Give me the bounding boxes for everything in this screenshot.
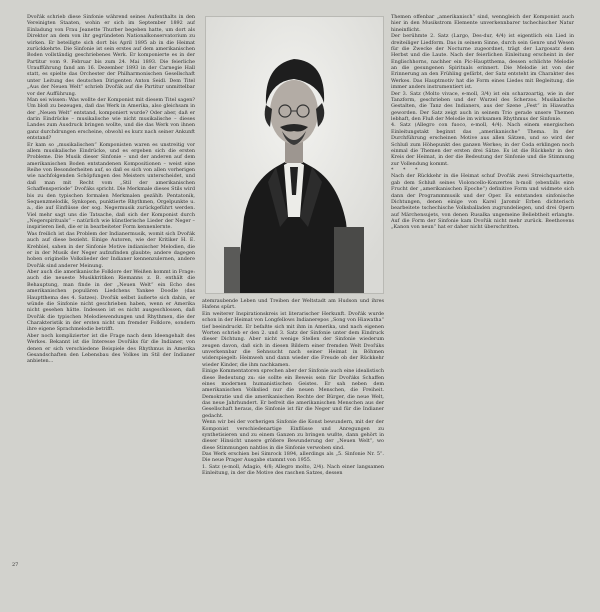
section-divider: * * * [391,167,422,173]
paragraph: Aber auch die amerikanische Folklore der Weißen kommt in Frage: auch die neueste Musikkritiken Riemanns z. B. enthält die Behauptung, man finde in der „Neuen Welt“ ein Echo des amerikanischen populären Liedchens Yankee Doodle (das Hauptthema des 4. Satzes). Dvořák selbst äußerte sich dahin, er wünde die Sinfonie nicht geschrieben haben, wenn er Amerika nicht gesehen hätte. Indessen ist es nicht ausgeschlossen, daß Dvořák die typischen Melodiewendungen und Rhythmen, die der Charakteristik in der ersten nicht um fremder Folklore, sondern ihre eigene Sprachmelodie betrifft. [27,269,195,333]
paragraph: Nach der Rückkehr in die Heimat schuf Dvořák zwei Streichquartette, gab dem Schluß seines Violoncello-Konzertes h-moll (ebenfalls eine Frucht der „amerikanischen Epoche“) definitive Form und widmete sich dann der Programmmusik und der Oper. Es entstanden sinfonische Dichtungen, denen einige von Karel Jaromír Erben dichterisch bearbeitete tschechische Volksballaden zugrundeliegen, und drei Opern auf Märchensujets, von denen Rusalka ungemeine Beliebtheit erlangte. Auf die Form der Sinfonie kam Dvořák nicht mehr zurück. Beethovens „Kanon von neun“ hat er daher nicht überschritten. [391,173,574,231]
paragraph: Man sei wissen: Was wollte der Komponist mit diesem Titel sagen? Um bloß zu bezeugen, daß das Werk in Amerika, also gleichsam in der „Neuen Welt“ entstand, komponiert wurde? Oder aber, daß er darin Eindrücke – musikalische wie nicht musikalische – dieses Landes zum Ausdruck bringen wollte, und die das Werk von ihnen ganz durchdrungen erscheine, obwohl es kurz nach seiner Ankunft entstand? [27,96,195,142]
paragraph: Er kam so „musikalischen“ Komponisten waren es unstreitig vor allem musikalische Eindrücke, und es ergeben sich die ersten Probleme. Die Musik dieser Sinfonie – und der anderen auf dem amerikanischen Boden entstandenen Kompositionen – weist eine Reihe von Besonderheiten auf, so daß es sich von allen vorherigen wie nachfolgenden Schöpfungen des Meisters unterscheidet, und daß man mit Recht vom „Stil der amerikanischen Schaffensperiode“ Dvořáks spricht. Die Merkmale dieses Stils wird bis zu den typischen formalen Merkmalen gezählt: Pentatonik, Sequenzmelodik, Synkopen, punktierte Rhythmen, Orgelpunkte u. a., die auf Einflüsse der sog. Negermusik zurückgeführt werden. Viel mehr sagt uns die Tatsache, daß sich der Komponist durch „Negerspirituals“ – natürlich wie künstlerische Lieder der Neger – inspirieren ließ, die er in bearbeiteter Form kennenlernte. [27,141,195,231]
paragraph: Einige Kommentatoren sprechen aber der Sinfonie auch eine idealistisch diese Bedeutung zu: sie sollte ein Beweis sein für Dvořáks Schaffen eines modernen humanistischen Geistes. Er sah neben dem amerikanischen Volkslied nur die neuen Menschen, die Freiheit. Demokratie und die amerikanischen Rechte der Bürger, die neue Welt, das neue Jahrhundert. Er befreit die amerikanischen Menschen aus der Gesellschaft heraus, die Sinfonie ist für die Neger und für die Indianer gedacht. [202,368,384,419]
paragraph: Der berühmte 2. Satz (Largo, Des-dur, 4/4) ist eigentlich ein Lied in dreiteiliger Liedform. Das in seinem Sinne, durch sein Genre und Wesen für die Zwecke der Nocturne zugeordnet, trägt der Largosatz dem Herbst und die Laute. Nach der feierlichen Einleitung erscheint in der Englischhorns, nachher ein Pic-Hauptthema, dessen schlichte Melodie an die gesungenen Spirituals erinnert. Die Melodie ist von der Erinnerung an den Frühling gefärbt, der Satz entsteht im Charakter des Werkes. Das Hauptmotiv hat die Form eines Liedes mit Begleitung, die immer anders instrumentiert ist. [391,33,574,91]
paragraph: Ein weiterer Inspirationskreis ist literarischer Herkunft. Dvořák wurde schon in der Heimat von Longfellows Indianerepos „Song von Hiawatha“ tief beeindruckt. Er befaßte sich mit ihm in Amerika, und nach eigenen Worten schrieb er den 2. und 3. Satz der Sinfonie unter dem Eindruck dieser Dichtung. Aber nicht wenige Stellen der Sinfonie wiederum zeugen davon, daß sich in diesen Bildern einer fremden Welt Dvořáks unverkennbar die Sehnsucht nach seiner Heimat in Böhmen widerspiegelt: Heimweh und dann wieder die Freude ob der Rückkehr wieder Kinder, die ihm nachkamen. [202,310,384,368]
paragraph: Wenn wir bei der vorherigen Sinfonie die Konst bewundern, mit der der Komponist verschiedenartige Einflüsse und Anregungen zu synthetisieren und zu einem Ganzen zu bringen wußte, dann gehört in dieser Hinsicht unsere größere Bewunderung der „Neuen Welt“, wo diese Stimmungen nahtlos in die Sinfonie verwoben sind. [202,419,384,451]
paragraph: 1. Satz (e-moll, Adagio, 4/8; Allegro molto, 2/4). Nach einer langsamen Einleitung, in der die Motive des raschen Satzes, dessen [202,463,384,477]
text-column-middle [202,298,384,590]
page-number: 27 [12,562,19,568]
paragraph: atemraubende Leben und Treiben der Weltstadt am Hudson und ihres Hafens spürt. [202,298,384,311]
text-column-right [391,14,574,518]
paragraph: 4. Satz (Allegro con fuoco, e-moll, 4/4). Nach einem energischen Einleitungstakt beginnt das „amerikanische“ Thema. In der Durchführung erscheinen Motive aus allen Sätzen, und so wird der Schluß zum Höhepunkt des ganzen Werkes; in der Coda erklingen noch einmal die Themen der ersten drei Sätze. Es ist die Rückkehr in den Kreis der Heimat, in der die Bedeutung der Sinfonie und die Stimmung zur Vollendung kommt. [391,122,574,167]
paragraph: Der 3. Satz (Molto vivace, e-moll, 3/4) ist ein scharzoartig, wie in der Tanzform, geschrieben und der Wurzel des Scherzos. Musikalische Gestalten, die Tanz des Indianers, aus der Szene „Fest“ in Hiawatha geworden. Der Satz zeigt auch in seinem Trio gerade unsere Themen lebhaft, den Fluß der Melodie im wirksamen Rhythmus der Sinfonie. [391,90,574,122]
paragraph: Was freilich ist das Problem der Indianermusik, womit sich Dvořák auch auf diese bezieht. Einige Autoren, wie der Kritiker H. E. Krehbiel, sahen in der Sinfonie Motive indianischer Melodien, die er in der Musik der Neger aufzufinden glaubte; andere dagegen hoben originelle Volkslieder der Indianer kennenzulernen, andere Dvořák sind anderer Meinung. [27,230,195,269]
paragraph: Dvořák schrieb diese Sinfonie während seines Aufenthalts in den Vereinigten Staaten, wohin er sich im September 1892 auf Einladung von Frau Jeanette Thurber begeben hatte, um dort als Direktor an dem von ihr gegründeten Nationalkonservatorium zu wirken. Er beteiligte sich dort bis April 1895 ab in die Heimat zurückkehrte. Die Sinfonie ist sein erstes auf dem amerikanischen Boden vollständig geschriebenes Werk. Er komponierte es in der Partitur vom 9. Februar bis zum 24. Mai 1893. Die feierliche Uraufführung fand am 16. Dezember 1893 in der Carnegie Hall statt, es spielte das Orchester der Philharmonischen Gesellschaft unter Leitung des deutschen Dirigenten Anton Seidl. Dem Titel „Aus der Neuen Welt“ schrieb Dvořák auf die Partitur unmittelbar vor der Aufführung. [27,14,195,97]
paragraph: Aber noch komplizierter ist die Frage nach dem Ideengehalt des Werkes. Bekannt ist die Interesse Dvořáks für die Indianer, von denen er sich verschiedene Beispiele des Rhythmus in Amerika Gesandschaften den Lebensbau des Volkes im Stil der Indianer anbieten... [27,332,195,365]
portrait-photo-icon [206,17,383,293]
portrait-photo [205,16,384,294]
paragraph: Themen offenbar „amerikanisch“ sind, wenngleich der Komponist auch hier in den Musikstrom Elemente unverkennbarer tschechischer Natur hineinflicht. [391,14,574,33]
text-column-left [27,14,195,590]
paragraph: Das Werk erschien bei Simrock 1894, allerdings als „5. Sinfonie Nr. 5“. Die neue Prager Ausgabe stammt von 1955. [202,451,384,464]
